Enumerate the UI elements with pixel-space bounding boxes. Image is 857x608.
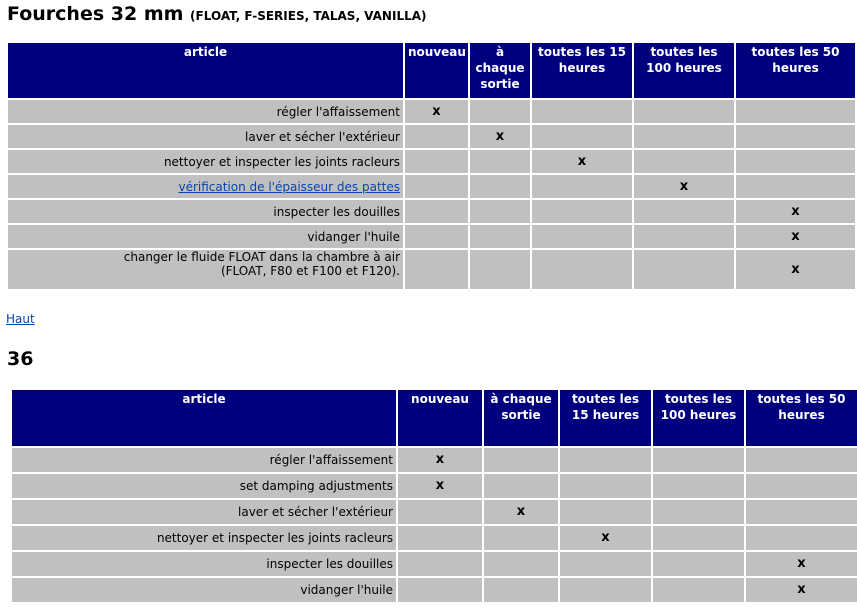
mark-cell xyxy=(470,150,530,173)
mark-cell: x xyxy=(736,225,855,248)
maintenance-table-32mm xyxy=(6,41,857,291)
mark-cell xyxy=(470,225,530,248)
mark-cell xyxy=(398,552,482,576)
header-15-hours: toutes les 15 heures xyxy=(532,43,632,98)
mark-cell xyxy=(746,500,857,524)
section1-subtitle: (FLOAT, F-SERIES, TALAS, VANILLA) xyxy=(190,9,427,23)
maintenance-table-36 xyxy=(10,388,857,604)
mark-cell xyxy=(653,474,744,498)
mark-cell xyxy=(560,552,651,576)
mark-cell xyxy=(484,578,558,602)
row-article: inspecter les douilles xyxy=(12,552,396,576)
row-article-line1: changer le fluide FLOAT dans la chambre à air xyxy=(123,250,400,264)
back-to-top-link[interactable]: Haut xyxy=(6,312,35,326)
mark-cell xyxy=(532,250,632,289)
section1-title-text: Fourches 32 mm xyxy=(7,3,184,25)
row-article: régler l'affaissement xyxy=(8,100,403,123)
row-article: vidanger l'huile xyxy=(12,578,396,602)
table-row xyxy=(12,552,857,576)
header-article: article xyxy=(12,390,396,446)
mark-cell xyxy=(560,474,651,498)
mark-cell xyxy=(653,500,744,524)
mark-cell: x xyxy=(470,125,530,148)
header-50-hours: toutes les 50 heures xyxy=(736,43,855,98)
pad-thickness-link[interactable]: vérification de l'épaisseur des pattes xyxy=(178,179,400,194)
mark-cell xyxy=(736,175,855,198)
mark-cell: x xyxy=(398,448,482,472)
row-article: nettoyer et inspecter les joints racleurs xyxy=(12,526,396,550)
table-row xyxy=(8,250,855,289)
row-article: laver et sécher l'extérieur xyxy=(8,125,403,148)
mark-cell: x xyxy=(746,552,857,576)
mark-cell xyxy=(484,448,558,472)
mark-cell xyxy=(634,225,734,248)
section1-title xyxy=(7,3,427,25)
header-each-ride: à chaque sortie xyxy=(484,390,558,446)
mark-cell xyxy=(484,474,558,498)
table-row xyxy=(12,500,857,524)
mark-cell xyxy=(405,150,468,173)
header-50-hours: toutes les 50 heures xyxy=(746,390,857,446)
mark-cell xyxy=(484,526,558,550)
mark-cell xyxy=(746,448,857,472)
mark-cell xyxy=(634,250,734,289)
mark-cell xyxy=(405,250,468,289)
mark-cell xyxy=(634,100,734,123)
mark-cell xyxy=(532,100,632,123)
mark-cell: x xyxy=(484,500,558,524)
mark-cell xyxy=(398,578,482,602)
mark-cell xyxy=(398,500,482,524)
mark-cell: x xyxy=(532,150,632,173)
mark-cell xyxy=(736,150,855,173)
mark-cell xyxy=(736,125,855,148)
mark-cell xyxy=(560,500,651,524)
mark-cell: x xyxy=(398,474,482,498)
header-nouveau: nouveau xyxy=(398,390,482,446)
table-row xyxy=(8,175,855,198)
mark-cell: x xyxy=(560,526,651,550)
mark-cell xyxy=(470,100,530,123)
mark-cell: x xyxy=(405,100,468,123)
section2-title: 36 xyxy=(7,348,34,370)
header-article: article xyxy=(8,43,403,98)
row-article: inspecter les douilles xyxy=(8,200,403,223)
mark-cell xyxy=(484,552,558,576)
mark-cell xyxy=(398,526,482,550)
mark-cell xyxy=(560,578,651,602)
header-row xyxy=(12,390,857,446)
mark-cell xyxy=(532,225,632,248)
header-15-hours: toutes les 15 heures xyxy=(560,390,651,446)
mark-cell xyxy=(634,150,734,173)
row-article: nettoyer et inspecter les joints racleurs xyxy=(8,150,403,173)
table-row xyxy=(12,448,857,472)
table-row xyxy=(12,578,857,602)
row-article: laver et sécher l'extérieur xyxy=(12,500,396,524)
mark-cell: x xyxy=(736,250,855,289)
header-100-hours: toutes les 100 heures xyxy=(634,43,734,98)
table-row xyxy=(8,150,855,173)
mark-cell xyxy=(470,200,530,223)
mark-cell xyxy=(634,200,734,223)
mark-cell xyxy=(746,474,857,498)
row-article: set damping adjustments xyxy=(12,474,396,498)
row-article xyxy=(8,175,403,198)
mark-cell: x xyxy=(634,175,734,198)
table-row xyxy=(12,526,857,550)
table-row xyxy=(8,225,855,248)
mark-cell xyxy=(405,200,468,223)
mark-cell xyxy=(470,250,530,289)
mark-cell xyxy=(560,448,651,472)
header-row xyxy=(8,43,855,98)
mark-cell xyxy=(653,526,744,550)
mark-cell: x xyxy=(736,200,855,223)
row-article xyxy=(8,250,403,289)
table-row xyxy=(8,100,855,123)
header-100-hours: toutes les 100 heures xyxy=(653,390,744,446)
mark-cell xyxy=(653,448,744,472)
mark-cell xyxy=(532,200,632,223)
mark-cell xyxy=(653,552,744,576)
header-nouveau: nouveau xyxy=(405,43,468,98)
mark-cell xyxy=(653,578,744,602)
mark-cell: x xyxy=(746,578,857,602)
mark-cell xyxy=(532,175,632,198)
mark-cell xyxy=(405,125,468,148)
table-row xyxy=(8,200,855,223)
mark-cell xyxy=(532,125,632,148)
table-row xyxy=(8,125,855,148)
mark-cell xyxy=(470,175,530,198)
row-article-line2: (FLOAT, F80 et F100 et F120). xyxy=(220,264,400,278)
row-article: régler l'affaissement xyxy=(12,448,396,472)
mark-cell xyxy=(405,175,468,198)
mark-cell xyxy=(634,125,734,148)
table-row xyxy=(12,474,857,498)
mark-cell xyxy=(405,225,468,248)
header-each-ride: à chaque sortie xyxy=(470,43,530,98)
mark-cell xyxy=(746,526,857,550)
row-article: vidanger l'huile xyxy=(8,225,403,248)
mark-cell xyxy=(736,100,855,123)
